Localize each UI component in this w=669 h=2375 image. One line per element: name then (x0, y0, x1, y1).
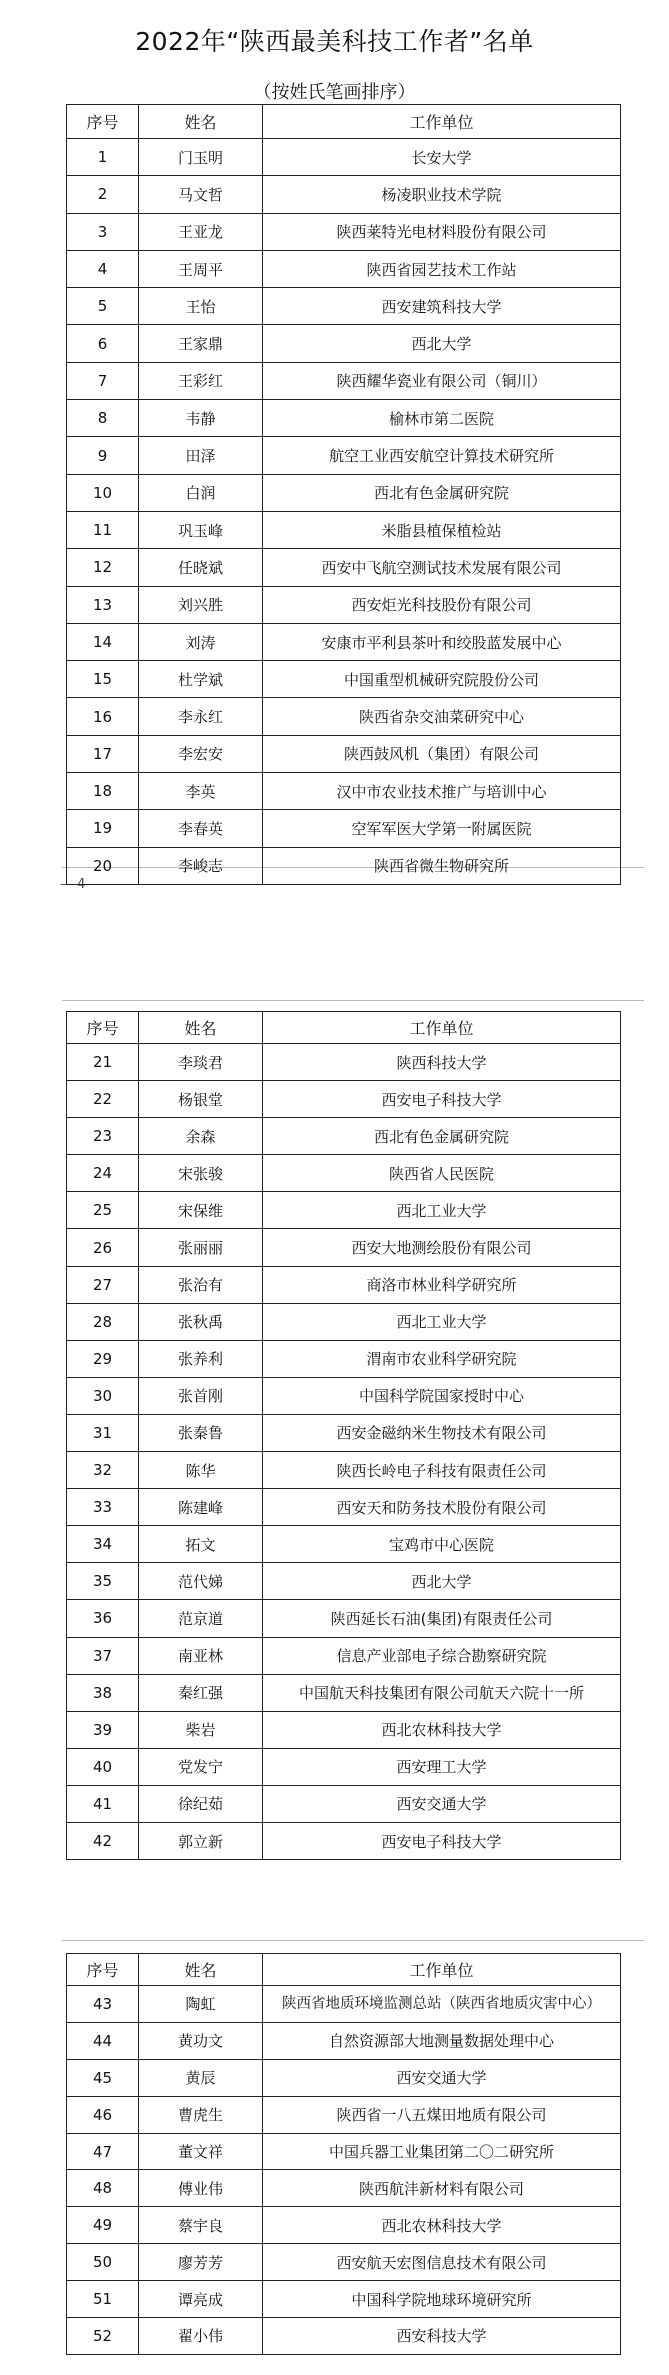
cell-name: 范京道 (139, 1600, 263, 1637)
cell-unit: 信息产业部电子综合勘察研究院 (263, 1637, 621, 1674)
cell-unit: 商洛市林业科学研究所 (263, 1266, 621, 1303)
cell-no: 27 (67, 1266, 139, 1303)
cell-name: 余森 (139, 1118, 263, 1155)
cell-name: 李春英 (139, 810, 263, 847)
cell-unit: 中国科学院国家授时中心 (263, 1377, 621, 1414)
cell-name: 翟小伟 (139, 2318, 263, 2355)
cell-no: 21 (67, 1044, 139, 1081)
cell-name: 南亚林 (139, 1637, 263, 1674)
header-name: 姓名 (139, 1954, 263, 1986)
table-row (67, 1229, 621, 1266)
cell-name: 王亚龙 (139, 213, 263, 250)
sort-note: （按姓氏笔画排序） (253, 82, 416, 103)
cell-no: 24 (67, 1155, 139, 1192)
cell-name: 谭亮成 (139, 2281, 263, 2318)
cell-name: 张秋禹 (139, 1303, 263, 1340)
cell-no: 43 (67, 1986, 139, 2023)
cell-no: 11 (67, 511, 139, 548)
cell-name: 傅业伟 (139, 2170, 263, 2207)
cell-unit: 西北大学 (263, 1563, 621, 1600)
cell-unit: 西安理工大学 (263, 1748, 621, 1785)
table-row (67, 511, 621, 548)
cell-unit: 宝鸡市中心医院 (263, 1526, 621, 1563)
page-divider (62, 1000, 644, 1001)
cell-no: 12 (67, 549, 139, 586)
cell-unit: 陕西省地质环境监测总站（陕西省地质灾害中心） (263, 1986, 621, 2023)
cell-unit: 陕西鼓风机（集团）有限公司 (263, 735, 621, 772)
cell-name: 张首刚 (139, 1377, 263, 1414)
cell-no: 15 (67, 661, 139, 698)
cell-name: 陈建峰 (139, 1489, 263, 1526)
table-row (67, 1081, 621, 1118)
cell-no: 31 (67, 1414, 139, 1451)
table-row (67, 1637, 621, 1674)
table-row (67, 2096, 621, 2133)
table-row (67, 213, 621, 250)
cell-unit: 西安科技大学 (263, 2318, 621, 2355)
cell-no: 5 (67, 288, 139, 325)
table-row (67, 661, 621, 698)
table-row (67, 1044, 621, 1081)
table-row (67, 1192, 621, 1229)
table-row (67, 1340, 621, 1377)
cell-name: 王彩红 (139, 362, 263, 399)
cell-unit: 空军军医大学第一附属医院 (263, 810, 621, 847)
cell-name: 刘兴胜 (139, 586, 263, 623)
cell-no: 48 (67, 2170, 139, 2207)
table-row (67, 139, 621, 176)
list-table-page-1 (66, 104, 620, 885)
header-no: 序号 (67, 1012, 139, 1044)
page-number: — 4 — (60, 877, 103, 892)
cell-unit: 西安电子科技大学 (263, 1822, 621, 1859)
table-row (67, 474, 621, 511)
table-row (67, 250, 621, 287)
cell-unit: 陕西省杂交油菜研究中心 (263, 698, 621, 735)
cell-unit: 中国重型机械研究院股份公司 (263, 661, 621, 698)
table-row (67, 1118, 621, 1155)
cell-unit: 西北大学 (263, 325, 621, 362)
cell-no: 7 (67, 362, 139, 399)
cell-name: 陈华 (139, 1452, 263, 1489)
cell-no: 29 (67, 1340, 139, 1377)
cell-name: 张治有 (139, 1266, 263, 1303)
table-row (67, 288, 621, 325)
cell-no: 47 (67, 2133, 139, 2170)
cell-name: 巩玉峰 (139, 511, 263, 548)
cell-name: 韦静 (139, 400, 263, 437)
table-row (67, 362, 621, 399)
cell-no: 40 (67, 1748, 139, 1785)
cell-no: 4 (67, 250, 139, 287)
cell-name: 李永红 (139, 698, 263, 735)
cell-name: 王怡 (139, 288, 263, 325)
cell-no: 22 (67, 1081, 139, 1118)
table-row (67, 1155, 621, 1192)
cell-unit: 榆林市第二医院 (263, 400, 621, 437)
table-row (67, 1452, 621, 1489)
table-row (67, 2318, 621, 2355)
cell-unit: 中国兵器工业集团第二〇二研究所 (263, 2133, 621, 2170)
table-row (67, 1748, 621, 1785)
cell-name: 田泽 (139, 437, 263, 474)
cell-unit: 陕西航沣新材料有限公司 (263, 2170, 621, 2207)
cell-no: 10 (67, 474, 139, 511)
cell-unit: 渭南市农业科学研究院 (263, 1340, 621, 1377)
table-row (67, 2281, 621, 2318)
header-unit: 工作单位 (263, 1012, 621, 1044)
cell-no: 42 (67, 1822, 139, 1859)
cell-no: 9 (67, 437, 139, 474)
cell-no: 45 (67, 2059, 139, 2096)
table-row (67, 1526, 621, 1563)
cell-name: 李英 (139, 773, 263, 810)
cell-name: 李琰君 (139, 1044, 263, 1081)
cell-unit: 陕西耀华瓷业有限公司（铜川） (263, 362, 621, 399)
cell-unit: 西安天和防务技术股份有限公司 (263, 1489, 621, 1526)
table-row (67, 1266, 621, 1303)
cell-name: 张养利 (139, 1340, 263, 1377)
table-row (67, 847, 621, 884)
table-row (67, 586, 621, 623)
cell-no: 49 (67, 2207, 139, 2244)
cell-no: 39 (67, 1711, 139, 1748)
cell-unit: 航空工业西安航空计算技术研究所 (263, 437, 621, 474)
cell-no: 52 (67, 2318, 139, 2355)
list-table-page-2 (66, 1011, 620, 1860)
cell-unit: 陕西莱特光电材料股份有限公司 (263, 213, 621, 250)
table-row (67, 549, 621, 586)
cell-unit: 西北有色金属研究院 (263, 474, 621, 511)
cell-unit: 安康市平利县茶叶和绞股蓝发展中心 (263, 623, 621, 660)
cell-unit: 汉中市农业技术推广与培训中心 (263, 773, 621, 810)
cell-no: 34 (67, 1526, 139, 1563)
names-table (66, 1953, 621, 2355)
cell-no: 13 (67, 586, 139, 623)
table-row (67, 400, 621, 437)
page-title: 2022年“陕西最美科技工作者”名单 (135, 27, 534, 56)
table-row (67, 1563, 621, 1600)
cell-unit: 中国科学院地球环境研究所 (263, 2281, 621, 2318)
cell-no: 3 (67, 213, 139, 250)
cell-name: 曹虎生 (139, 2096, 263, 2133)
names-table (66, 1011, 621, 1860)
cell-no: 51 (67, 2281, 139, 2318)
cell-name: 党发宁 (139, 1748, 263, 1785)
cell-unit: 中国航天科技集团有限公司航天六院十一所 (263, 1674, 621, 1711)
cell-name: 董文祥 (139, 2133, 263, 2170)
cell-name: 王家鼎 (139, 325, 263, 362)
page-divider (62, 1940, 644, 1941)
table-row (67, 2207, 621, 2244)
table-row (67, 1377, 621, 1414)
table-row (67, 810, 621, 847)
table-row (67, 1674, 621, 1711)
cell-unit: 陕西长岭电子科技有限责任公司 (263, 1452, 621, 1489)
cell-no: 25 (67, 1192, 139, 1229)
table-header-row (67, 1954, 621, 1986)
cell-name: 李宏安 (139, 735, 263, 772)
cell-no: 2 (67, 176, 139, 213)
cell-no: 50 (67, 2244, 139, 2281)
cell-name: 秦红强 (139, 1674, 263, 1711)
table-header-row (67, 1012, 621, 1044)
table-row (67, 437, 621, 474)
cell-no: 35 (67, 1563, 139, 1600)
table-row (67, 1986, 621, 2023)
cell-unit: 米脂县植保植检站 (263, 511, 621, 548)
cell-unit: 西北农林科技大学 (263, 2207, 621, 2244)
cell-no: 17 (67, 735, 139, 772)
cell-unit: 西安炬光科技股份有限公司 (263, 586, 621, 623)
table-row (67, 1822, 621, 1859)
cell-unit: 陕西省人民医院 (263, 1155, 621, 1192)
table-row (67, 2133, 621, 2170)
header-no: 序号 (67, 1954, 139, 1986)
table-row (67, 1414, 621, 1451)
cell-name: 王周平 (139, 250, 263, 287)
cell-unit: 西北工业大学 (263, 1303, 621, 1340)
table-row (67, 1711, 621, 1748)
header-unit: 工作单位 (263, 105, 621, 139)
cell-unit: 西安建筑科技大学 (263, 288, 621, 325)
header-no: 序号 (67, 105, 139, 139)
cell-no: 18 (67, 773, 139, 810)
cell-name: 白润 (139, 474, 263, 511)
cell-name: 柴岩 (139, 1711, 263, 1748)
cell-unit: 陕西科技大学 (263, 1044, 621, 1081)
cell-unit: 陕西省园艺技术工作站 (263, 250, 621, 287)
table-row (67, 2022, 621, 2059)
cell-no: 26 (67, 1229, 139, 1266)
cell-unit: 西北工业大学 (263, 1192, 621, 1229)
cell-name: 黄辰 (139, 2059, 263, 2096)
cell-unit: 西北有色金属研究院 (263, 1118, 621, 1155)
cell-no: 20 (67, 847, 139, 884)
cell-no: 28 (67, 1303, 139, 1340)
cell-name: 廖芳芳 (139, 2244, 263, 2281)
cell-no: 44 (67, 2022, 139, 2059)
cell-name: 宋张骏 (139, 1155, 263, 1192)
header-name: 姓名 (139, 105, 263, 139)
table-row (67, 2170, 621, 2207)
table-header-row (67, 105, 621, 139)
cell-no: 30 (67, 1377, 139, 1414)
cell-no: 6 (67, 325, 139, 362)
table-row (67, 623, 621, 660)
cell-no: 41 (67, 1785, 139, 1822)
cell-unit: 西北农林科技大学 (263, 1711, 621, 1748)
table-row (67, 773, 621, 810)
cell-name: 任晓斌 (139, 549, 263, 586)
cell-unit: 长安大学 (263, 139, 621, 176)
cell-name: 徐纪茹 (139, 1785, 263, 1822)
cell-name: 拓文 (139, 1526, 263, 1563)
header-unit: 工作单位 (263, 1954, 621, 1986)
cell-unit: 西安交通大学 (263, 1785, 621, 1822)
cell-name: 蔡宇良 (139, 2207, 263, 2244)
table-row (67, 698, 621, 735)
cell-name: 宋保维 (139, 1192, 263, 1229)
cell-no: 8 (67, 400, 139, 437)
cell-name: 陶虹 (139, 1986, 263, 2023)
table-row (67, 325, 621, 362)
cell-name: 张丽丽 (139, 1229, 263, 1266)
cell-no: 19 (67, 810, 139, 847)
header-name: 姓名 (139, 1012, 263, 1044)
cell-unit: 西安交通大学 (263, 2059, 621, 2096)
table-row (67, 1303, 621, 1340)
cell-name: 马文哲 (139, 176, 263, 213)
cell-no: 23 (67, 1118, 139, 1155)
table-row (67, 735, 621, 772)
cell-name: 杜学斌 (139, 661, 263, 698)
cell-unit: 陕西延长石油(集团)有限责任公司 (263, 1600, 621, 1637)
cell-unit: 西安大地测绘股份有限公司 (263, 1229, 621, 1266)
cell-unit: 西安航天宏图信息技术有限公司 (263, 2244, 621, 2281)
cell-unit: 陕西省一八五煤田地质有限公司 (263, 2096, 621, 2133)
cell-name: 杨银堂 (139, 1081, 263, 1118)
cell-unit: 杨凌职业技术学院 (263, 176, 621, 213)
table-row (67, 176, 621, 213)
cell-name: 张秦鲁 (139, 1414, 263, 1451)
cell-name: 李峻志 (139, 847, 263, 884)
cell-unit: 西安电子科技大学 (263, 1081, 621, 1118)
cell-no: 37 (67, 1637, 139, 1674)
list-table-page-3 (66, 1953, 620, 2355)
cell-no: 14 (67, 623, 139, 660)
table-row (67, 2059, 621, 2096)
cell-no: 38 (67, 1674, 139, 1711)
cell-name: 门玉明 (139, 139, 263, 176)
cell-name: 郭立新 (139, 1822, 263, 1859)
table-row (67, 1600, 621, 1637)
cell-no: 46 (67, 2096, 139, 2133)
cell-no: 36 (67, 1600, 139, 1637)
table-row (67, 2244, 621, 2281)
cell-unit: 西安中飞航空测试技术发展有限公司 (263, 549, 621, 586)
cell-name: 范代娣 (139, 1563, 263, 1600)
cell-unit: 自然资源部大地测量数据处理中心 (263, 2022, 621, 2059)
cell-name: 刘涛 (139, 623, 263, 660)
names-table (66, 104, 621, 885)
cell-no: 33 (67, 1489, 139, 1526)
table-row (67, 1785, 621, 1822)
cell-no: 16 (67, 698, 139, 735)
cell-name: 黄功文 (139, 2022, 263, 2059)
cell-unit: 西安金磁纳米生物技术有限公司 (263, 1414, 621, 1451)
cell-unit: 陕西省微生物研究所 (263, 847, 621, 884)
cell-no: 1 (67, 139, 139, 176)
table-row (67, 1489, 621, 1526)
cell-no: 32 (67, 1452, 139, 1489)
